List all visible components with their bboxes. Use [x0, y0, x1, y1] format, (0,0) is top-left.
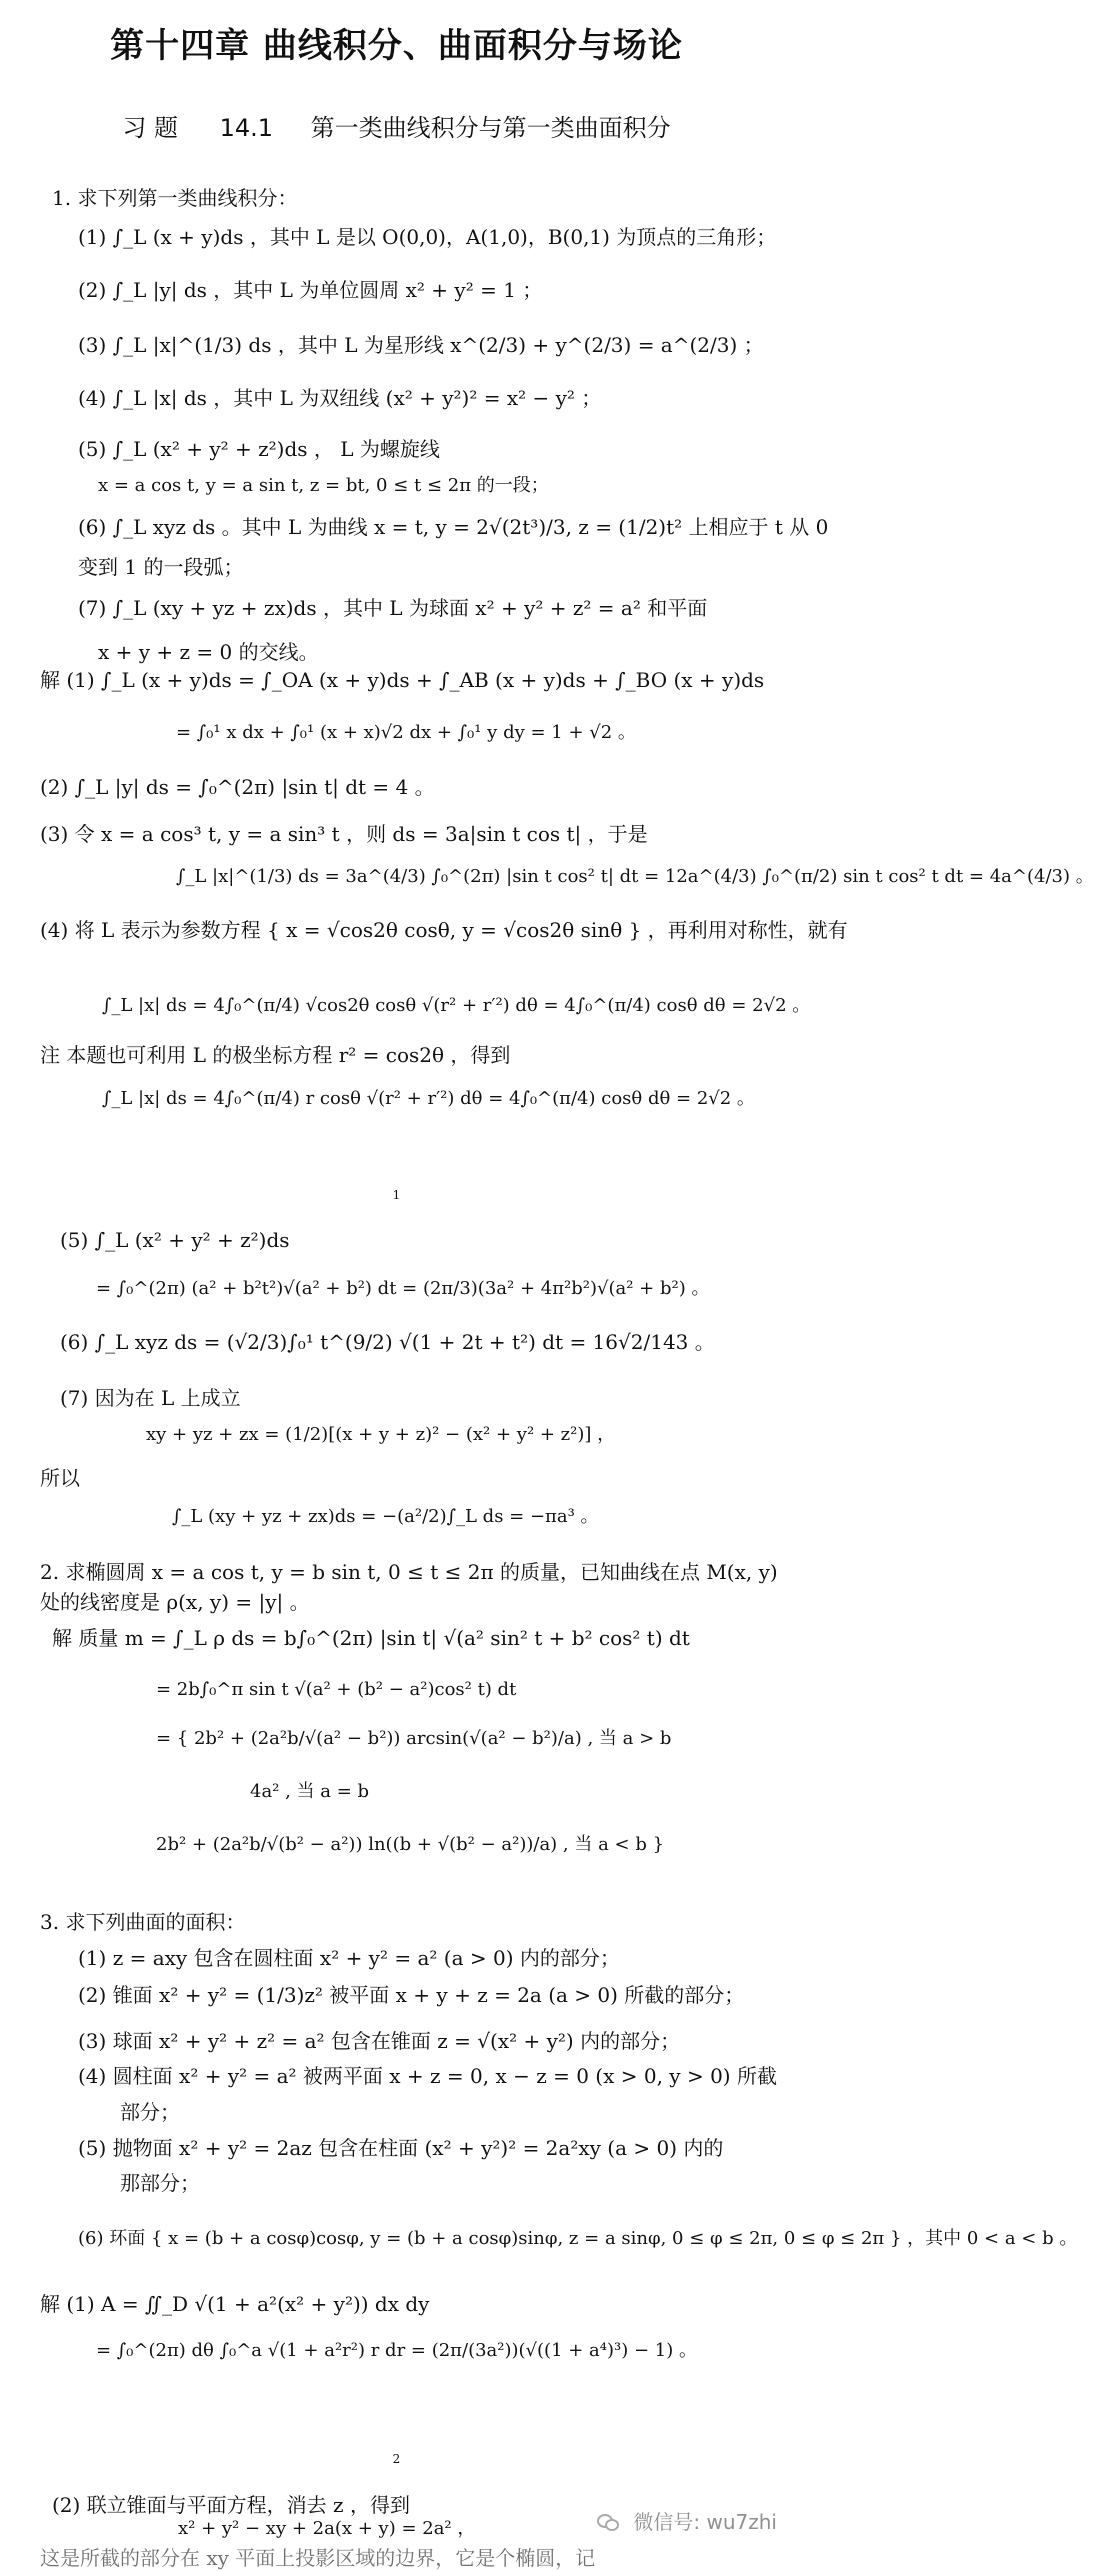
solution-line: (5) ∫_L (x² + y² + z²)ds [60, 1228, 290, 1252]
solution-line: 解 (1) ∫_L (x + y)ds = ∫_OA (x + y)ds + ∫_AB (x + y)ds + ∫_BO (x + y)ds [40, 668, 765, 692]
section-1-item-continuation: x = a cos t, y = a sin t, z = bt, 0 ≤ t ≤ 2π 的一段； [98, 475, 549, 496]
section-1-item-continuation: 变到 1 的一段弧； [78, 555, 244, 579]
section-2-heading-continuation: 处的线密度是 ρ(x, y) = |y| 。 [40, 1590, 310, 1614]
solution-line: (7) 因为在 L 上成立 [60, 1386, 241, 1410]
solution-line: (4) 将 L 表示为参数方程 { x = √cos2θ cosθ, y = √cos2θ sinθ } ，再利用对称性，就有 [40, 918, 848, 942]
section-3-item: (6) 环面 { x = (b + a cosφ)cosφ, y = (b + a cosφ)sinφ, z = a sinφ, 0 ≤ φ ≤ 2π, 0 ≤ φ ≤ 2π } ，其中 0 < a < b 。 [78, 2228, 1078, 2249]
exercise-topic: 第一类曲线积分与第一类曲面积分 [310, 114, 671, 142]
section-3-item: (3) 球面 x² + y² + z² = a² 包含在锥面 z = √(x² + y²) 内的部分； [78, 2029, 681, 2053]
wechat-icon [597, 2513, 619, 2531]
section-1-item: (7) ∫_L (xy + yz + zx)ds ，其中 L 为球面 x² + y² + z² = a² 和平面 [78, 596, 708, 620]
page-number: 1 [392, 1188, 401, 1202]
section-3-item: (1) z = axy 包含在圆柱面 x² + y² = a² (a > 0) 内的部分； [78, 1946, 620, 1970]
section-2-solution-line: 解 质量 m = ∫_L ρ ds = b∫₀^(2π) |sin t| √(a² sin² t + b² cos² t) dt [52, 1626, 690, 1650]
section-3-solution-line: = ∫₀^(2π) dθ ∫₀^a √(1 + a²r²) r dr = (2π/(3a²))(√((1 + a⁴)³) − 1) 。 [96, 2340, 697, 2361]
section-1-item: (3) ∫_L |x|^(1/3) ds ，其中 L 为星形线 x^(2/3) + y^(2/3) = a^(2/3) ； [78, 333, 764, 357]
exercise-number: 14.1 [219, 114, 274, 142]
watermark-text: 微信号: wu7zhi [633, 2510, 777, 2534]
section-3-item: (2) 锥面 x² + y² = (1/3)z² 被平面 x + y + z = 2a (a > 0) 所截的部分； [78, 1983, 745, 2007]
section-1-item: (2) ∫_L |y| ds ，其中 L 为单位圆周 x² + y² = 1 ； [78, 278, 543, 302]
tail-line: x² + y² − xy + 2a(x + y) = 2a² ， [178, 2518, 476, 2539]
section-1-heading: 1. 求下列第一类曲线积分： [52, 186, 298, 210]
solution-line: ∫_L |x| ds = 4∫₀^(π/4) r cosθ √(r² + r′²) dθ = 4∫₀^(π/4) cosθ dθ = 2√2 。 [102, 1088, 755, 1109]
solution-line: ∫_L |x| ds = 4∫₀^(π/4) √cos2θ cosθ √(r² + r′²) dθ = 4∫₀^(π/4) cosθ dθ = 2√2 。 [102, 995, 811, 1016]
section-1-item: (6) ∫_L xyz ds 。其中 L 为曲线 x = t, y = 2√(2t³)/3, z = (1/2)t² 上相应于 t 从 0 [78, 515, 829, 539]
section-2-solution-line: 2b² + (2a²b/√(b² − a²)) ln((b + √(b² − a²))/a) , 当 a < b } [156, 1834, 665, 1855]
page-number: 2 [392, 2452, 401, 2466]
solution-line: (3) 令 x = a cos³ t, y = a sin³ t ，则 ds = 3a|sin t cos t| ，于是 [40, 822, 648, 846]
section-1-item: (1) ∫_L (x + y)ds ，其中 L 是以 O(0,0)，A(1,0)，B(0,1) 为顶点的三角形； [78, 225, 777, 249]
solution-line: = ∫₀¹ x dx + ∫₀¹ (x + x)√2 dx + ∫₀¹ y dy = 1 + √2 。 [176, 722, 636, 743]
section-1-item-continuation: x + y + z = 0 的交线。 [98, 640, 319, 664]
wechat-watermark [597, 2506, 777, 2535]
tail-line: (2) 联立锥面与平面方程，消去 z ，得到 [52, 2493, 410, 2517]
section-3-heading: 3. 求下列曲面的面积： [40, 1910, 246, 1934]
solution-line: ∫_L |x|^(1/3) ds = 3a^(4/3) ∫₀^(2π) |sin t cos² t| dt = 12a^(4/3) ∫₀^(π/2) sin t cos² t dt = 4a^(4/3) 。 [176, 866, 1094, 887]
section-1-item: (4) ∫_L |x| ds ，其中 L 为双纽线 (x² + y²)² = x² − y² ； [78, 386, 602, 410]
chapter-title: 第十四章 曲线积分、曲面积分与场论 [110, 26, 683, 66]
section-3-item-continuation: 那部分； [120, 2171, 200, 2195]
section-2-solution-line: 4a² , 当 a = b [250, 1781, 370, 1802]
solution-line: (2) ∫_L |y| ds = ∫₀^(2π) |sin t| dt = 4 。 [40, 775, 435, 799]
section-2-solution-line: = { 2b² + (2a²b/√(a² − b²)) arcsin(√(a² − b²)/a) , 当 a > b [156, 1728, 672, 1749]
solution-line: = ∫₀^(2π) (a² + b²t²)√(a² + b²) dt = (2π/3)(3a² + 4π²b²)√(a² + b²) 。 [96, 1278, 710, 1299]
section-3-item: (5) 抛物面 x² + y² = 2az 包含在柱面 (x² + y²)² = 2a²xy (a > 0) 内的 [78, 2136, 724, 2160]
section-3-solution-line: 解 (1) A = ∬_D √(1 + a²(x² + y²)) dx dy [40, 2292, 430, 2316]
tail-line: 这是所截的部分在 xy 平面上投影区域的边界，它是个椭圆，记 [40, 2546, 596, 2570]
section-3-item-continuation: 部分； [120, 2100, 180, 2124]
solution-line: (6) ∫_L xyz ds = (√2/3)∫₀¹ t^(9/2) √(1 + 2t + t²) dt = 16√2/143 。 [60, 1330, 715, 1354]
solution-line: 所以 [40, 1466, 80, 1490]
solution-line: xy + yz + zx = (1/2)[(x + y + z)² − (x² + y² + z²)] ， [146, 1424, 616, 1445]
section-1-item: (5) ∫_L (x² + y² + z²)ds ， L 为螺旋线 [78, 437, 440, 461]
exercise-label: 习 题 [122, 114, 178, 142]
section-3-item: (4) 圆柱面 x² + y² = a² 被两平面 x + z = 0, x − z = 0 (x > 0, y > 0) 所截 [78, 2064, 777, 2088]
exercise-subtitle [0, 108, 793, 143]
section-2-solution-line: = 2b∫₀^π sin t √(a² + (b² − a²)cos² t) dt [156, 1679, 517, 1700]
section-2-heading: 2. 求椭圆周 x = a cos t, y = b sin t, 0 ≤ t ≤ 2π 的质量，已知曲线在点 M(x, y) [40, 1560, 778, 1584]
solution-line: ∫_L (xy + yz + zx)ds = −(a²/2)∫_L ds = −πa³ 。 [172, 1506, 599, 1527]
note-line: 注 本题也可利用 L 的极坐标方程 r² = cos2θ ，得到 [40, 1043, 511, 1067]
